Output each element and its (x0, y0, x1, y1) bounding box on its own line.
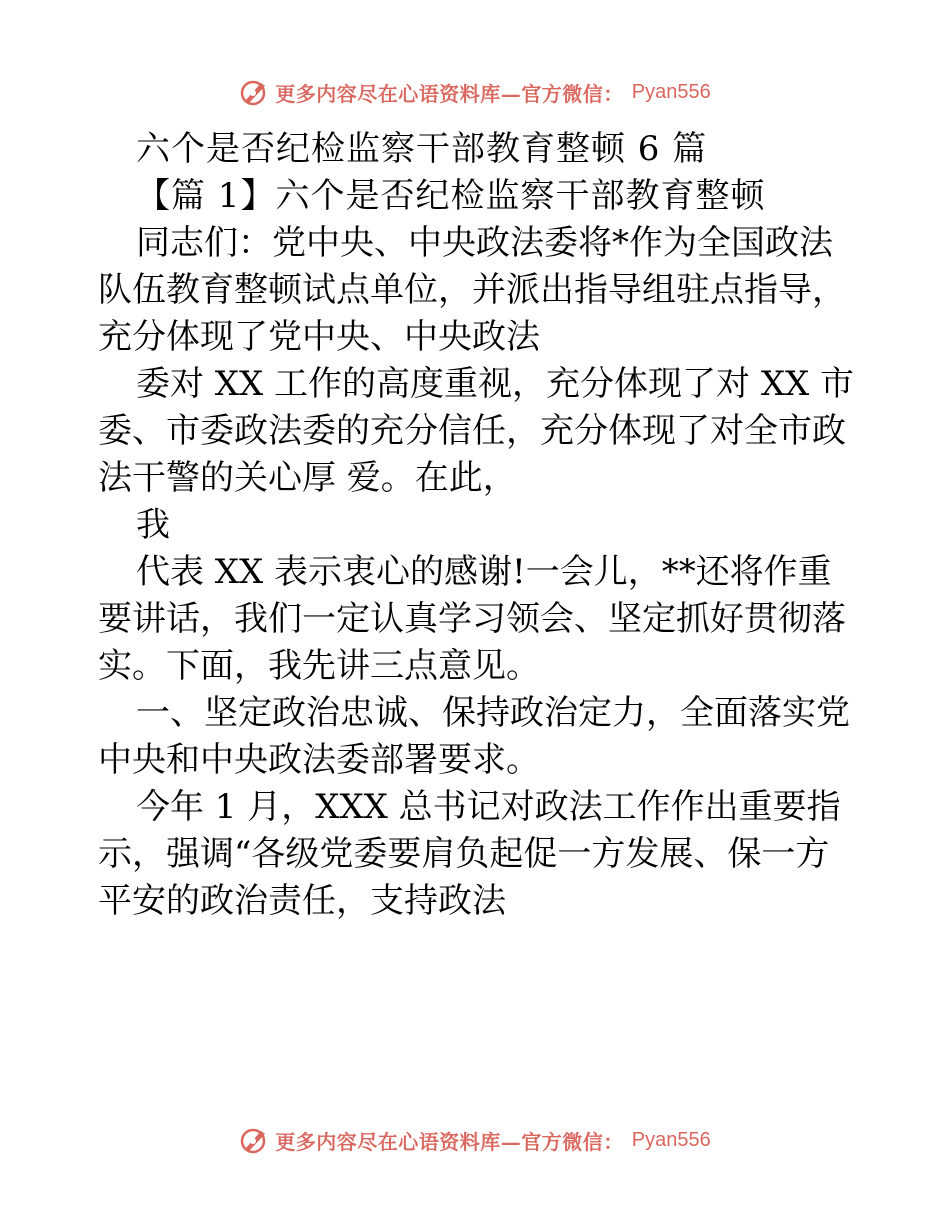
text-line: 实。下面，我先讲三点意见。 (98, 646, 540, 686)
text-line: 平安的政治责任，支持政法 (98, 881, 506, 921)
pen-logo-icon (239, 77, 269, 107)
header-watermark (0, 72, 950, 112)
text-line: 一、坚定政治忠诚、保持政治定力，全面落实党 (136, 693, 850, 733)
document-title: 六个是否纪检监察干部教育整顿 6 篇 (136, 129, 708, 169)
text-line: 代表 XX 表示衷心的感谢!一会儿，**还将作重 (136, 552, 832, 592)
text-line: 委、市委政法委的充分信任，充分体现了对全市政 (98, 411, 846, 451)
text-line: 同志们：党中央、中央政法委将*作为全国政法 (136, 223, 833, 263)
text-line: 示，强调“各级党委要肩负起促一方发展、保一方 (98, 834, 830, 874)
watermark-id: Pyan556 (631, 80, 711, 103)
text-line: 我 (136, 505, 170, 545)
text-line: 队伍教育整顿试点单位，并派出指导组驻点指导， (98, 270, 846, 310)
text-line: 法干警的关心厚 爱。在此， (98, 458, 517, 498)
text-line: 委对 XX 工作的高度重视，充分体现了对 XX 市 (136, 364, 855, 404)
section-heading: 【篇 1】六个是否纪检监察干部教育整顿 (136, 176, 766, 216)
pen-logo-icon (239, 1125, 269, 1155)
text-line: 充分体现了党中央、中央政法 (98, 317, 540, 357)
document-body (98, 126, 858, 925)
watermark-text: 更多内容尽在心语资料库—官方微信： (275, 81, 624, 106)
watermark-id: Pyan556 (631, 1128, 711, 1151)
text-line: 今年 1 月，XXX 总书记对政法工作作出重要指 (136, 787, 841, 827)
footer-watermark (0, 1120, 950, 1160)
text-line: 中央和中央政法委部署要求。 (98, 740, 540, 780)
text-line: 要讲话，我们一定认真学习领会、坚定抓好贯彻落 (98, 599, 846, 639)
watermark-text: 更多内容尽在心语资料库—官方微信： (275, 1129, 624, 1154)
